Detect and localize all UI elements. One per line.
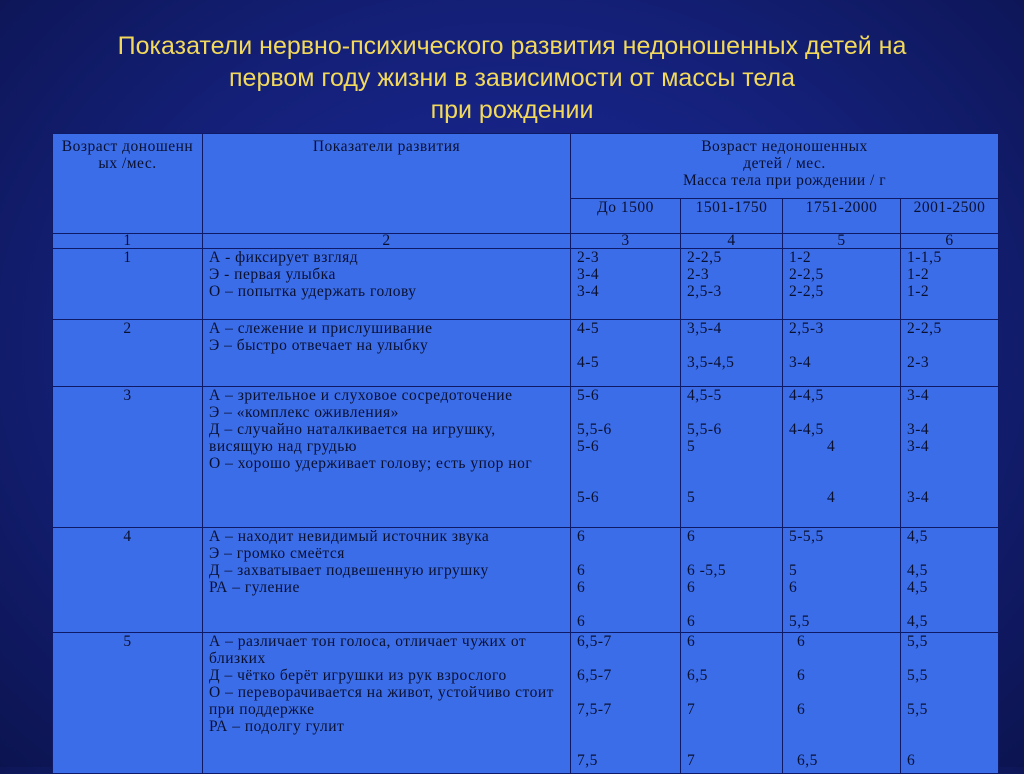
- development-table-wrap: [52, 133, 999, 774]
- table-row: [53, 528, 999, 633]
- value-item: 5: [687, 489, 696, 506]
- value-cell: [901, 387, 999, 528]
- value-item: 5: [789, 562, 798, 579]
- indicator-item: А – зрительное и слуховое сосредоточение: [209, 387, 513, 404]
- value-item: 6 -5,5: [687, 562, 727, 579]
- col-number-3: 3: [571, 234, 681, 249]
- value-item: 3-4: [789, 354, 812, 371]
- value-item: 5,5: [907, 633, 928, 650]
- value-item: 7,5-7: [577, 701, 612, 718]
- value-item: 4: [827, 438, 836, 455]
- value-item: 6: [797, 667, 806, 684]
- indicator-item: А - фиксирует взгляд: [209, 249, 359, 266]
- age-cell: 5: [53, 633, 203, 774]
- value-item: 1-2: [907, 266, 930, 283]
- indicator-item: Э - первая улыбка: [209, 266, 336, 283]
- value-item: 2-2,5: [789, 283, 824, 300]
- value-cell: [783, 320, 901, 387]
- value-item: 2-3: [577, 249, 600, 266]
- value-item: 6,5-7: [577, 667, 612, 684]
- value-item: 6: [577, 562, 586, 579]
- value-item: 2-3: [907, 354, 930, 371]
- value-item: 5: [687, 438, 696, 455]
- value-item: 6: [789, 579, 798, 596]
- indicator-item: А – слежение и прислушивание: [209, 320, 433, 337]
- header-group-line-3: Масса тела при рождении / г: [682, 172, 887, 189]
- value-cell: [901, 528, 999, 633]
- table-row: [53, 320, 999, 387]
- value-item: 7: [687, 701, 696, 718]
- value-item: 4: [827, 489, 836, 506]
- value-item: 2-2,5: [789, 266, 824, 283]
- value-item: 5-6: [577, 387, 600, 404]
- table-row: [53, 633, 999, 774]
- value-item: 3-4: [907, 421, 930, 438]
- indicator-cell: [203, 249, 571, 320]
- value-cell: [783, 528, 901, 633]
- indicator-item: РА – гуление: [209, 579, 300, 596]
- value-item: 3,5-4: [687, 320, 722, 337]
- value-cell: [681, 249, 783, 320]
- age-cell: 1: [53, 249, 203, 320]
- value-item: 2,5-3: [687, 283, 722, 300]
- col-number-6: 6: [901, 234, 999, 249]
- indicator-item: Э – быстро отвечает на улыбку: [209, 337, 429, 354]
- col-number-2: 2: [203, 234, 571, 249]
- value-item: 5-6: [577, 489, 600, 506]
- table-row: [53, 249, 999, 320]
- value-item: 6,5-7: [577, 633, 612, 650]
- value-item: 6: [687, 633, 696, 650]
- value-item: 4,5: [907, 579, 928, 596]
- value-item: 1-2: [789, 249, 812, 266]
- indicator-item: Э – громко смеётся: [209, 545, 345, 562]
- value-item: 4,5-5: [687, 387, 722, 404]
- value-item: 6,5: [797, 752, 818, 769]
- value-cell: [571, 320, 681, 387]
- value-item: 4,5: [907, 562, 928, 579]
- value-cell: [571, 633, 681, 774]
- indicator-item: О – переворачивается на живот, устойчиво стоит при поддержке: [209, 684, 554, 718]
- value-item: 2-2,5: [907, 320, 942, 337]
- value-item: 6: [797, 701, 806, 718]
- indicator-cell: [203, 528, 571, 633]
- value-item: 6,5: [687, 667, 708, 684]
- value-item: 6: [687, 528, 696, 545]
- age-cell: 2: [53, 320, 203, 387]
- title-line-2: первом году жизни в зависимости от массы тела: [229, 64, 795, 92]
- value-item: 3-4: [907, 387, 930, 404]
- header-indicators: Показатели развития: [203, 134, 571, 234]
- table-row: [53, 387, 999, 528]
- value-cell: [901, 633, 999, 774]
- value-cell: [901, 249, 999, 320]
- value-item: 5,5: [907, 667, 928, 684]
- value-cell: [571, 387, 681, 528]
- age-cell: 3: [53, 387, 203, 528]
- title-line-3: при рождении: [430, 96, 594, 124]
- value-item: 4-4,5: [789, 387, 824, 404]
- value-cell: [571, 528, 681, 633]
- value-item: 7: [687, 752, 696, 769]
- value-cell: [681, 387, 783, 528]
- value-cell: [681, 320, 783, 387]
- indicator-item: А – различает тон голоса, отличает чужих от близких: [209, 633, 527, 667]
- value-cell: [681, 528, 783, 633]
- value-item: 2,5-3: [789, 320, 824, 337]
- value-item: 6: [687, 579, 696, 596]
- indicator-item: О – хорошо удерживает голову; есть упор ног: [209, 455, 533, 472]
- header-age-label: Возраст доношенн ых /мес.: [61, 138, 194, 172]
- value-item: 6: [577, 528, 586, 545]
- header-row-1: [53, 134, 999, 199]
- indicator-item: Э – «комплекс оживления»: [209, 404, 399, 421]
- value-item: 4-5: [577, 320, 600, 337]
- header-age: [53, 134, 203, 234]
- slide-title: [40, 30, 984, 126]
- value-item: 3-4: [907, 438, 930, 455]
- value-cell: [783, 249, 901, 320]
- value-item: 5,5-6: [687, 421, 722, 438]
- value-item: 5,5-6: [577, 421, 612, 438]
- indicator-item: Д – чётко берёт игрушки из рук взрослого: [209, 667, 507, 684]
- col-number-4: 4: [681, 234, 783, 249]
- header-group: [571, 134, 999, 199]
- indicator-cell: [203, 320, 571, 387]
- value-item: 3,5-4,5: [687, 354, 735, 371]
- age-cell: 4: [53, 528, 203, 633]
- value-item: 7,5: [577, 752, 598, 769]
- value-item: 3-4: [577, 266, 600, 283]
- value-item: 4,5: [907, 528, 928, 545]
- value-item: 4-5: [577, 354, 600, 371]
- value-item: 5,5: [907, 701, 928, 718]
- value-cell: [681, 633, 783, 774]
- value-cell: [783, 387, 901, 528]
- col-number-5: 5: [783, 234, 901, 249]
- header-col-1: До 1500: [571, 199, 681, 234]
- value-item: 5-6: [577, 438, 600, 455]
- indicator-item: О – попытка удержать голову: [209, 283, 417, 300]
- value-item: 3-4: [577, 283, 600, 300]
- header-group-line-1: Возраст недоношенных: [701, 138, 868, 155]
- indicator-cell: [203, 633, 571, 774]
- indicator-item: А – находит невидимый источник звука: [209, 528, 490, 545]
- col-number-1: 1: [53, 234, 203, 249]
- indicator-cell: [203, 387, 571, 528]
- header-col-3: 1751-2000: [783, 199, 901, 234]
- value-item: 6: [687, 613, 696, 630]
- indicator-item: РА – подолгу гулит: [209, 718, 345, 735]
- development-table: [52, 133, 999, 774]
- title-line-1: Показатели нервно-психического развития недоношенных детей на: [117, 32, 907, 60]
- header-col-4: 2001-2500: [901, 199, 999, 234]
- value-item: 4-4,5: [789, 421, 824, 438]
- value-cell: [901, 320, 999, 387]
- value-item: 6: [797, 633, 806, 650]
- column-number-row: [53, 234, 999, 249]
- value-item: 5,5: [789, 613, 810, 630]
- value-item: 1-1,5: [907, 249, 942, 266]
- value-item: 3-4: [907, 489, 930, 506]
- value-cell: [571, 249, 681, 320]
- value-item: 6: [577, 579, 586, 596]
- header-group-line-2: детей / мес.: [743, 155, 826, 172]
- indicator-item: Д – случайно наталкивается на игрушку, висящую над грудью: [209, 421, 496, 455]
- value-item: 1-2: [907, 283, 930, 300]
- value-item: 6: [907, 752, 916, 769]
- indicator-item: Д – захватывает подвешенную игрушку: [209, 562, 489, 579]
- value-item: 5-5,5: [789, 528, 824, 545]
- value-item: 6: [577, 613, 586, 630]
- value-item: 2-3: [687, 266, 710, 283]
- value-item: 4,5: [907, 613, 928, 630]
- header-col-2: 1501-1750: [681, 199, 783, 234]
- value-item: 2-2,5: [687, 249, 722, 266]
- value-cell: [783, 633, 901, 774]
